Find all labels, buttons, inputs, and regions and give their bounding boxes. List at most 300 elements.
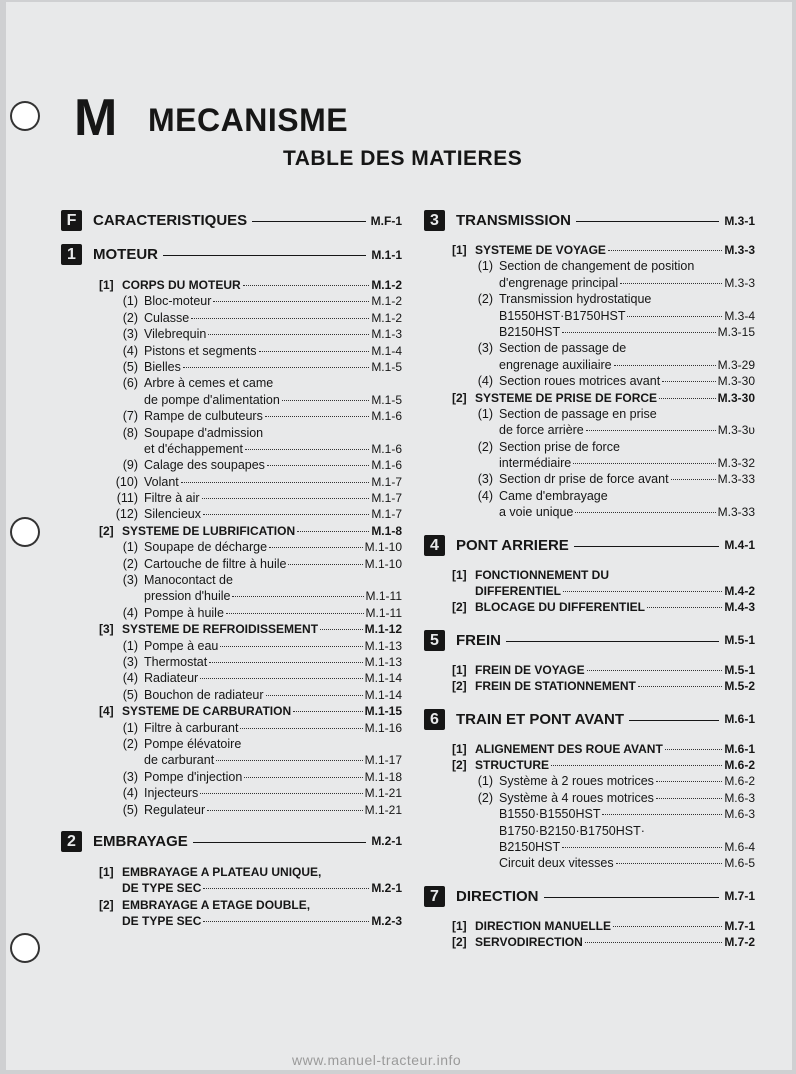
- toc-item-label: Came d'embrayage: [499, 488, 608, 503]
- toc-item-label: STRUCTURE: [475, 757, 549, 772]
- dot-leader: [551, 764, 722, 766]
- toc-item-row: [424, 823, 755, 839]
- toc-item-number: (3): [122, 769, 138, 784]
- toc-item-label: de carburant: [144, 753, 215, 768]
- toc-item-number: [2]: [452, 600, 467, 615]
- toc-item-row: [61, 457, 402, 473]
- toc-item-label: Filtre à air: [144, 491, 200, 506]
- section-number-badge: 1: [61, 244, 82, 265]
- toc-page-ref: M.1-4: [371, 343, 402, 358]
- section-number-badge: 6: [424, 709, 445, 730]
- toc-item-label: B2150HST: [499, 324, 561, 339]
- toc-item-row: [424, 773, 755, 789]
- toc-page-ref: M.3-15: [717, 324, 755, 339]
- toc-item-label: pression d'huile: [144, 589, 231, 604]
- toc-item-label: Pistons et segments: [144, 343, 257, 358]
- toc-page-ref: M.3-3υ: [717, 423, 755, 438]
- toc-item-number: (11): [116, 491, 138, 506]
- toc-item-row: [424, 291, 755, 307]
- toc-item-number: (4): [477, 488, 493, 503]
- dot-leader: [665, 748, 723, 750]
- toc-item-row: [61, 343, 402, 359]
- toc-page-ref: M.1-7: [371, 474, 402, 489]
- dot-leader: [191, 317, 369, 319]
- dot-leader: [662, 380, 715, 382]
- dot-leader: [671, 478, 716, 480]
- toc-item-label: Arbre à cemes et came: [144, 376, 274, 391]
- dot-leader: [656, 797, 722, 799]
- section-frein: [424, 630, 755, 651]
- dot-leader: [203, 887, 369, 889]
- toc-item-label: Rampe de culbuteurs: [144, 409, 263, 424]
- toc-subsection-row: [424, 918, 755, 934]
- toc-page-ref: M.6-1: [724, 741, 755, 756]
- toc-item-row: [424, 275, 755, 291]
- toc-item-label: DIFFERENTIEL: [475, 584, 561, 599]
- section-page-ref: M.1-1: [371, 247, 402, 262]
- toc-item-label: SYSTEME DE PRISE DE FORCE: [475, 390, 658, 405]
- dot-leader: [647, 606, 722, 608]
- toc-item-label: Pompe d'injection: [144, 769, 243, 784]
- toc-subsection-row: [424, 934, 755, 950]
- toc-page-ref: M.1-17: [364, 753, 402, 768]
- toc-page-ref: M.1-3: [371, 327, 402, 342]
- toc-page-ref: M.3-3: [724, 243, 755, 257]
- toc-item-label: B1550HST·B1750HST: [499, 308, 626, 323]
- section-page-ref: M.F-1: [370, 213, 402, 228]
- toc-page-ref: M.1-7: [371, 491, 402, 506]
- dot-leader: [656, 780, 722, 782]
- section-pont-arriere: [424, 535, 755, 556]
- toc-item-number: (2): [122, 736, 138, 751]
- toc-page-ref: M.6-2: [724, 757, 755, 772]
- section-number-badge: 4: [424, 535, 445, 556]
- toc-item-label: Section dr prise de force avant: [499, 472, 669, 487]
- toc-item-row: [424, 357, 755, 373]
- toc-item-label: Section de passage en prise: [499, 406, 657, 421]
- binder-hole: [10, 101, 40, 131]
- dot-leader: [659, 397, 716, 399]
- toc-item-number: (4): [122, 343, 138, 358]
- toc-page-ref: M.1-21: [364, 802, 402, 817]
- toc-page-ref: M.1-21: [364, 786, 402, 801]
- toc-page-ref: M.1-10: [364, 540, 402, 555]
- section-page-ref: M.5-1: [724, 633, 755, 648]
- toc-item-row: [61, 670, 402, 686]
- toc-item-label: Regulateur: [144, 802, 206, 817]
- toc-item-label: Section de passage de: [499, 341, 627, 356]
- dot-leader: [616, 862, 723, 864]
- section-transmission: [424, 210, 755, 231]
- toc-item-row: [61, 605, 402, 621]
- toc-item-row: [424, 422, 755, 438]
- toc-item-row: [424, 439, 755, 455]
- toc-item-label: EMBRAYAGE A ETAGE DOUBLE,: [122, 897, 311, 912]
- toc-item-label: SYSTEME DE CARBURATION: [122, 704, 292, 719]
- toc-subsection-row: [424, 662, 755, 678]
- toc-item-label: Injecteurs: [144, 786, 199, 801]
- toc-page-ref: M.1-10: [364, 556, 402, 571]
- section-page-ref: M.2-1: [371, 834, 402, 849]
- toc-item-label: Silencieux: [144, 507, 201, 522]
- toc-item-row: [61, 556, 402, 572]
- dot-leader: [297, 530, 369, 532]
- toc-item-number: [2]: [452, 679, 467, 694]
- toc-page-ref: M.1-18: [364, 769, 402, 784]
- toc-subsection-row: [61, 880, 402, 896]
- toc-item-row: [61, 425, 402, 441]
- toc-item-number: (3): [477, 472, 493, 487]
- toc-item-number: (1): [477, 259, 493, 274]
- toc-item-label: Section prise de force: [499, 439, 620, 454]
- toc-item-row: [61, 736, 402, 752]
- toc-item-number: (3): [477, 341, 493, 356]
- dot-leader: [259, 350, 370, 352]
- section-moteur: [61, 244, 402, 265]
- toc-item-number: [4]: [99, 704, 114, 719]
- toc-item-label: Radiateur: [144, 671, 199, 686]
- section-leader-rule: [163, 255, 366, 256]
- toc-item-label: SYSTEME DE VOYAGE: [475, 243, 606, 257]
- dot-leader: [282, 399, 370, 401]
- toc-item-number: (10): [115, 474, 138, 489]
- section-page-ref: M.7-1: [724, 889, 755, 904]
- toc-item-number: (1): [122, 720, 138, 735]
- section-leader-rule: [506, 641, 719, 642]
- toc-subsection-row: [424, 678, 755, 694]
- toc-item-row: [424, 324, 755, 340]
- toc-item-number: [1]: [452, 567, 467, 582]
- toc-item-number: (2): [477, 790, 493, 805]
- toc-page-ref: M.6-2: [724, 774, 755, 789]
- toc-item-number: (2): [122, 556, 138, 571]
- toc-subsection-row: [424, 741, 755, 757]
- toc-page-ref: M.1-11: [365, 605, 402, 620]
- section-number-badge: 2: [61, 831, 82, 852]
- toc-page-ref: M.6-3: [724, 807, 755, 822]
- toc-item-number: (6): [122, 376, 138, 391]
- section-title: CARACTERISTIQUES: [93, 212, 248, 229]
- toc-page-ref: M.1-6: [371, 458, 402, 473]
- toc-page-ref: M.1-7: [371, 507, 402, 522]
- dot-leader: [613, 925, 722, 927]
- section-title: EMBRAYAGE: [93, 832, 188, 850]
- section-embrayage: [61, 831, 402, 852]
- chapter-title: MECANISME: [148, 102, 349, 138]
- dot-leader: [226, 612, 364, 614]
- toc-item-number: (9): [122, 458, 138, 473]
- toc-item-number: (2): [477, 439, 493, 454]
- toc-page-ref: M.1-13: [364, 654, 402, 669]
- toc-page-ref: M.1-6: [371, 409, 402, 424]
- toc-subsection-row: [424, 390, 755, 406]
- toc-page-ref: M.5-1: [724, 662, 755, 677]
- dot-leader: [243, 284, 370, 286]
- toc-page-ref: M.3-33: [717, 472, 755, 487]
- toc-item-label: a voie unique: [499, 505, 574, 520]
- dot-leader: [200, 792, 362, 794]
- toc-item-label: Filtre à carburant: [144, 720, 239, 735]
- toc-item-label: SERVODIRECTION: [475, 935, 583, 950]
- dot-leader: [562, 331, 715, 333]
- toc-page-ref: M.3-3: [724, 275, 755, 290]
- toc-item-number: (1): [122, 540, 138, 555]
- dot-leader: [320, 628, 363, 630]
- toc-item-label: d'engrenage principal: [499, 275, 619, 290]
- section-title: MOTEUR: [93, 246, 158, 263]
- toc-item-label: FREIN DE STATIONNEMENT: [475, 679, 636, 694]
- dot-leader: [181, 481, 370, 483]
- dot-leader: [183, 366, 369, 368]
- section-caracteristiques: [61, 210, 402, 231]
- dot-leader: [608, 249, 722, 251]
- dot-leader: [202, 497, 370, 499]
- toc-subsection-row: [61, 277, 402, 293]
- section-title: PONT ARRIERE: [456, 536, 569, 554]
- toc-item-number: (4): [477, 374, 493, 389]
- section-title: TRAIN ET PONT AVANT: [456, 710, 625, 728]
- toc-page-ref: M.6-4: [724, 839, 755, 854]
- toc-item-number: [1]: [99, 864, 114, 879]
- toc-subsection-row: [61, 897, 402, 913]
- toc-item-label: Vilebrequin: [144, 327, 207, 342]
- toc-item-label: SYSTEME DE REFROIDISSEMENT: [122, 622, 319, 637]
- toc-page-ref: M.1-14: [364, 687, 402, 702]
- dot-leader: [586, 429, 716, 431]
- toc-item-label: Thermostat: [144, 654, 208, 669]
- toc-subsection-row: [424, 567, 755, 583]
- dot-leader: [614, 364, 716, 366]
- dot-leader: [267, 464, 369, 466]
- toc-item-number: [1]: [452, 918, 467, 933]
- toc-item-label: Pompe à eau: [144, 638, 219, 653]
- toc-item-number: (5): [122, 802, 138, 817]
- toc-page-ref: M.3-33: [717, 505, 755, 520]
- section-page-ref: M.4-1: [724, 538, 755, 553]
- toc-item-row: [61, 310, 402, 326]
- toc-item-label: DE TYPE SEC: [122, 881, 202, 896]
- toc-item-number: (3): [122, 573, 138, 588]
- section-title: DIRECTION: [456, 887, 539, 905]
- toc-item-row: [61, 785, 402, 801]
- toc-item-label: Bloc-moteur: [144, 294, 212, 309]
- toc-item-row: [61, 769, 402, 785]
- toc-item-label: Bouchon de radiateur: [144, 687, 264, 702]
- dot-leader: [266, 694, 363, 696]
- toc-item-row: [61, 408, 402, 424]
- toc-item-row: [61, 359, 402, 375]
- toc-item-row: [61, 638, 402, 654]
- toc-item-row: [61, 506, 402, 522]
- toc-page-ref: M.3-29: [717, 357, 755, 372]
- toc-item-row: [61, 572, 402, 588]
- section-number-badge: F: [61, 210, 82, 231]
- dot-leader: [575, 511, 715, 513]
- toc-page-ref: M.1-16: [364, 720, 402, 735]
- dot-leader: [288, 563, 362, 565]
- section-leader-rule: [544, 897, 720, 898]
- dot-leader: [602, 813, 722, 815]
- dot-leader: [563, 590, 722, 592]
- toc-item-row: [61, 441, 402, 457]
- toc-item-number: [2]: [452, 935, 467, 950]
- toc-item-row: [424, 340, 755, 356]
- toc-item-label: Volant: [144, 474, 179, 489]
- toc-item-label: B1550·B1550HST: [499, 807, 601, 822]
- toc-page-ref: M.1-12: [364, 622, 402, 637]
- toc-item-row: [424, 806, 755, 822]
- toc-page-ref: M.1-2: [371, 294, 402, 309]
- toc-item-row: [61, 474, 402, 490]
- toc-item-number: (4): [122, 605, 138, 620]
- toc-item-label: de force arrière: [499, 423, 584, 438]
- toc-item-label: EMBRAYAGE A PLATEAU UNIQUE,: [122, 864, 322, 879]
- toc-item-row: [61, 588, 402, 604]
- toc-item-row: [424, 373, 755, 389]
- dot-leader: [244, 776, 362, 778]
- toc-item-label: B1750·B2150·B1750HST·: [499, 823, 645, 838]
- toc-item-number: [2]: [452, 390, 467, 405]
- toc-item-label: BLOCAGE DU DIFFERENTIEL: [475, 600, 645, 615]
- toc-page-ref: M.1-13: [364, 638, 402, 653]
- toc-subsection-row: [424, 599, 755, 615]
- toc-item-label: Culasse: [144, 310, 190, 325]
- section-leader-rule: [574, 546, 720, 547]
- toc-subsection-row: [424, 757, 755, 773]
- section-direction: [424, 886, 755, 907]
- toc-item-label: Soupape d'admission: [144, 425, 264, 440]
- toc-item-number: [3]: [99, 622, 114, 637]
- dot-leader: [265, 415, 369, 417]
- dot-leader: [620, 282, 722, 284]
- dot-leader: [638, 685, 722, 687]
- toc-item-row: [61, 392, 402, 408]
- section-number-badge: 3: [424, 210, 445, 231]
- toc-page-ref: M.1-15: [364, 704, 402, 719]
- section-title: TRANSMISSION: [456, 212, 572, 229]
- toc-page-ref: M.1-5: [371, 359, 402, 374]
- toc-item-label: et d'échappement: [144, 441, 243, 456]
- toc-page-ref: M.3-30: [717, 390, 755, 405]
- dot-leader: [220, 645, 362, 647]
- toc-item-row: [61, 802, 402, 818]
- toc-item-row: [424, 488, 755, 504]
- toc-subtitle: TABLE DES MATIERES: [283, 147, 523, 170]
- toc-page-ref: M.1-5: [371, 392, 402, 407]
- toc-item-number: (8): [122, 425, 138, 440]
- toc-item-label: Section de changement de position: [499, 259, 695, 274]
- dot-leader: [245, 448, 369, 450]
- toc-item-row: [61, 752, 402, 768]
- toc-item-row: [61, 720, 402, 736]
- toc-subsection-row: [61, 864, 402, 880]
- toc-item-label: Transmission hydrostatique: [499, 292, 652, 307]
- dot-leader: [203, 920, 369, 922]
- dot-leader: [207, 809, 362, 811]
- toc-item-row: [424, 855, 755, 871]
- toc-item-label: Pompe à huile: [144, 605, 224, 620]
- toc-page-ref: M.1-6: [371, 441, 402, 456]
- toc-subsection-row: [61, 913, 402, 929]
- toc-item-label: FREIN DE VOYAGE: [475, 662, 585, 677]
- toc-item-label: Manocontact de: [144, 573, 233, 588]
- toc-item-label: CORPS DU MOTEUR: [122, 278, 241, 292]
- toc-item-number: [2]: [452, 757, 467, 772]
- toc-item-number: (4): [122, 671, 138, 686]
- section-page-ref: M.3-1: [724, 213, 755, 228]
- toc-item-row: [61, 375, 402, 391]
- toc-item-row: [424, 839, 755, 855]
- toc-item-number: (2): [122, 310, 138, 325]
- toc-item-number: (1): [477, 774, 493, 789]
- binder-hole: [10, 517, 40, 547]
- toc-item-number: (1): [122, 294, 138, 309]
- toc-item-label: Pompe élévatoire: [144, 736, 242, 751]
- toc-item-number: (3): [122, 327, 138, 342]
- dot-leader: [208, 333, 369, 335]
- toc-subsection-row: [424, 242, 755, 258]
- toc-left-column: [61, 210, 402, 929]
- toc-item-row: [61, 539, 402, 555]
- toc-subsection-row: [61, 523, 402, 539]
- section-leader-rule: [193, 842, 367, 843]
- toc-page-ref: M.1-8: [371, 523, 402, 538]
- toc-subsection-row: [61, 703, 402, 719]
- toc-item-label: de pompe d'alimentation: [144, 392, 280, 407]
- dot-leader: [293, 710, 363, 712]
- toc-page-ref: M.6-3: [724, 790, 755, 805]
- toc-item-label: B2150HST: [499, 839, 561, 854]
- binder-hole: [10, 933, 40, 963]
- toc-item-row: [424, 471, 755, 487]
- dot-leader: [269, 546, 363, 548]
- toc-page-ref: M.1-11: [365, 589, 402, 604]
- toc-item-label: Calage des soupapes: [144, 458, 265, 473]
- toc-item-row: [61, 293, 402, 309]
- toc-item-label: FONCTIONNEMENT DU: [475, 567, 609, 582]
- toc-page-ref: M.7-1: [724, 918, 755, 933]
- toc-page-ref: M.3-30: [717, 374, 755, 389]
- toc-item-row: [61, 654, 402, 670]
- toc-item-row: [424, 308, 755, 324]
- toc-item-label: ALIGNEMENT DES ROUE AVANT: [475, 741, 663, 756]
- toc-item-label: DIRECTION MANUELLE: [475, 918, 611, 933]
- toc-subsection-row: [424, 583, 755, 599]
- toc-item-label: Bielles: [144, 359, 181, 374]
- dot-leader: [200, 677, 362, 679]
- toc-item-label: Cartouche de filtre à huile: [144, 556, 287, 571]
- toc-item-number: (5): [122, 359, 138, 374]
- toc-item-number: (3): [122, 654, 138, 669]
- toc-item-row: [424, 504, 755, 520]
- toc-page-ref: M.4-3: [724, 600, 755, 615]
- dot-leader: [213, 300, 369, 302]
- toc-item-label: engrenage auxiliaire: [499, 357, 612, 372]
- toc-item-label: Système à 4 roues motrices: [499, 790, 654, 805]
- toc-item-number: (4): [122, 786, 138, 801]
- toc-page-ref: M.1-2: [371, 310, 402, 325]
- toc-page-ref: M.6-5: [724, 856, 755, 871]
- toc-item-number: [1]: [452, 662, 467, 677]
- toc-item-label: DE TYPE SEC: [122, 914, 202, 929]
- toc-page-ref: M.3-4: [724, 308, 755, 323]
- section-leader-rule: [629, 720, 719, 721]
- toc-page-ref: M.7-2: [724, 935, 755, 950]
- toc-item-number: (1): [477, 406, 493, 421]
- toc-item-label: SYSTEME DE LUBRIFICATION: [122, 523, 296, 538]
- toc-item-number: [1]: [452, 243, 467, 257]
- toc-item-row: [424, 790, 755, 806]
